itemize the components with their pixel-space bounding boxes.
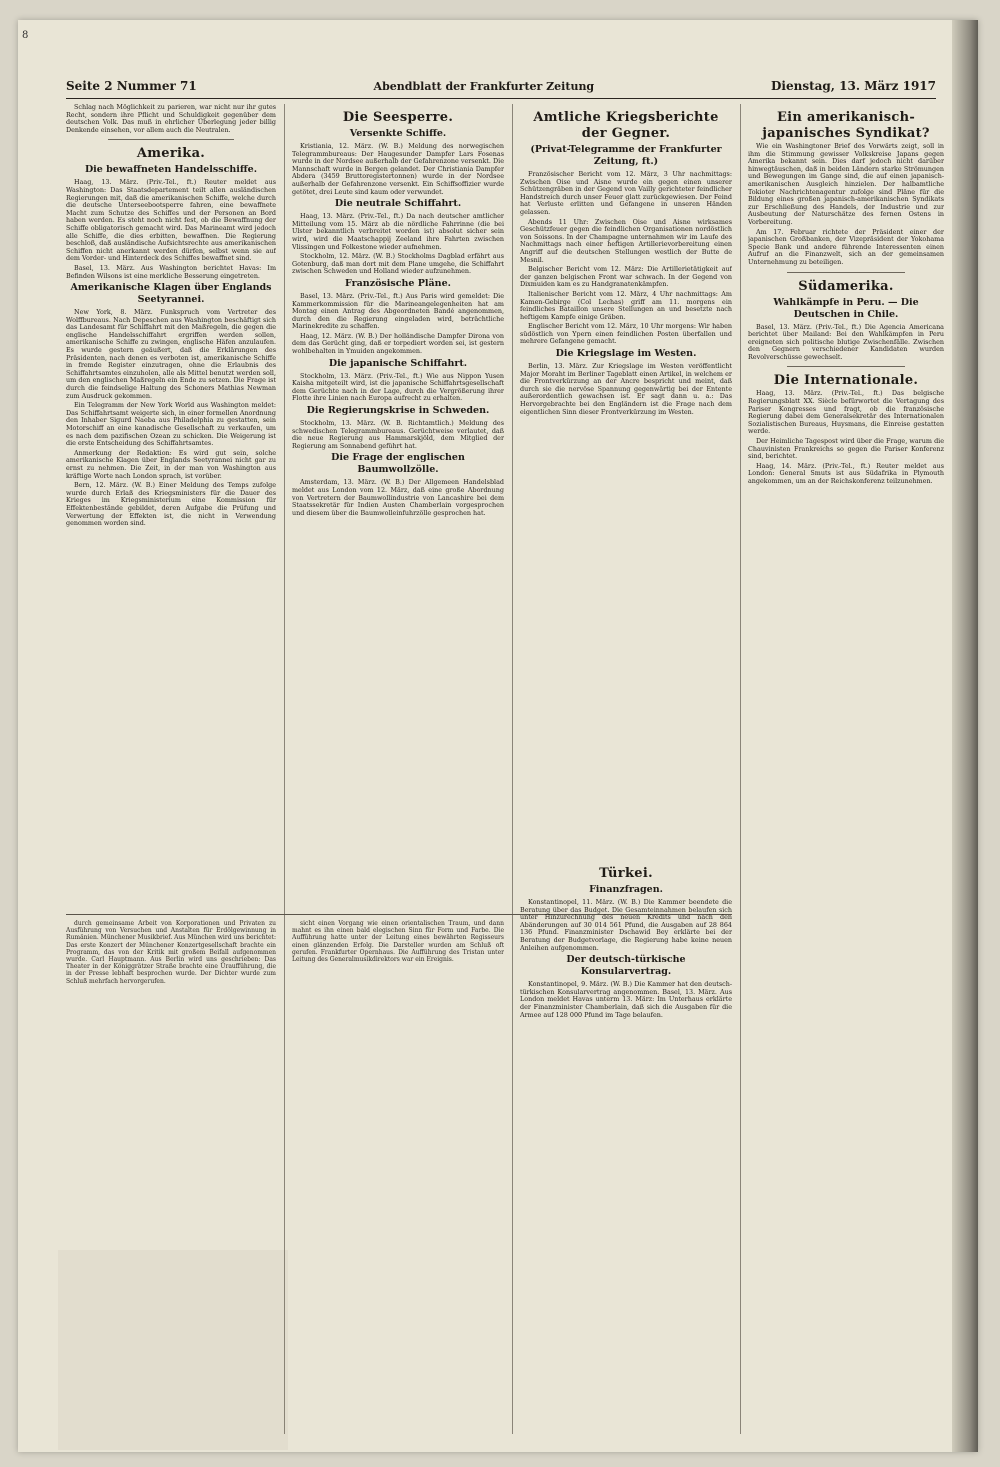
newspaper-page [18,20,978,1452]
article-paragraph: Stockholm, 13. März. (W. B. Richtamtlich.) Meldung des schwedischen Telegrammbureaus. Gerüchtweise verlautet, daß die neue Regierung aus Hammarskjöld, dem Mitglied der Regierung am Sonnabend geführt hat. [292,419,504,450]
article-heading: Die Seesperre. [342,110,454,125]
masthead-title: Abendblatt der Frankfurter Zeitung [373,79,595,93]
article-paragraph: Wie ein Washingtoner Brief des Vorwärts zeigt, soll in ihm die Stimmung gewisser Volkskreise Japans gegen Amerika bekannt sein. Dies darf jedoch nicht darüber hinwegtäuschen, daß in beiden Ländern starke Strömungen und Bewegungen im Gange sind, die auf einen japanisch-amerikanischen Ausgleich hinzielen. Der halbamtliche Tokioter Nachrichtenagentur zufolge sind Pläne für die Bildung eines großen japanisch-amerikanischen Syndikats zur Erschließung des Handels, der Industrie und zur Ausbeutung der Naturschätze des fernen Ostens in Vorbereitung. [748,142,944,226]
article-subheading: Amerikanische Klagen über Englands Seetyrannei. [70,282,272,306]
article-heading: Amtliche Kriegsberichte der Gegner. [533,110,719,141]
column-rule [740,104,741,1434]
article-subheading: Französische Pläne. [345,277,451,289]
column-4 [748,104,944,1424]
article-subheading: Versenkte Schiffe. [349,128,447,139]
article-paragraph: Basel, 13. März. (Priv.-Tel., ft.) Aus Paris wird gemeldet: Die Kammerkommission für die Marineangelegenheiten hat am Montag einen Antrag des Abgeordneten Bandé angenommen, durch den die Regierung eingeladen wird, beträchtliche Marinekredite zu schaffen. [292,291,504,331]
article-paragraph: Französischer Bericht vom 12. März, 3 Uhr nachmittags: Zwischen Oise und Aisne wurde ein gegen einen unserer Schützengräben in der Gegend von Vailly gerichteter feindlicher Handstreich durch unser Feuer glatt zurückgewiesen. Der Feind hat Verluste erlitten und Gefangene in unseren Händen gelassen. [520,170,732,216]
column-rule [284,104,285,1434]
article-paragraph: Belgischer Bericht vom 12. März: Die Artillerietätigkeit auf der ganzen belgischen Front war schwach. In der Gegend von Dixmuiden kam es zu Handgranatenkämpfen. [520,265,732,289]
feuilleton-left [66,920,276,1420]
article-subheading: Die Frage der englischen Baumwollzölle. [331,452,465,476]
masthead-rule [66,98,936,99]
article-paragraph: Basel, 13. März. Aus Washington berichtet Havas: Im Befinden Wilsons ist eine merkliche Besserung eingetreten. [66,263,276,280]
column-2 [292,104,504,854]
feuilleton-middle [292,920,504,1420]
article-paragraph: New York, 8. März. Funkspruch vom Vertreter des Wolffbureaus. Nach Depeschen aus Washington beschäftigt sich das Landesamt für Schiffahrt mit den Maßregeln, die gegen die englische Handelsschiffahrt ergriffen werden sollen, amerikanische Schiffe zu zwingen, englische Häfen anzulaufen. Es wurde gestern geäußert, daß die Erklärungen des Präsidenten, nach denen es verboten ist, amerikanische Schiffe in fremde Register einzutragen, ohne die Erlaubnis des Schiffahrtsamtes einzuholen, alle als Mittel benutzt werden soll, um den englischen Maßregeln ein Ende zu setzen. Die Frage ist durch die feindselige Haltung des Schoners Mathias Newman zum Ausdruck gekommen. [66,308,276,400]
article-paragraph: Haag, 12. März. (W. B.) Der holländische Dampfer Dirona von dem das Gerücht ging, daß er torpediert worden sei, ist gestern wohlbehalten in Ymuiden angekommen. [292,331,504,356]
page-binding-shadow [952,20,978,1452]
article-paragraph: Haag, 13. März. (Priv.-Tel., ft.) Das belgische Regierungsblatt XX. Siècle befürwortet die Vertagung des Pariser Kongresses und fragt, ob die französische Regierung dabei dem Generalsekretär des Internationalen Sozialistischen Bureaus, Huysmans, die Einreise gestatten werde. [748,389,944,436]
article-paragraph: Bern, 12. März. (W. B.) Einer Meldung des Temps zufolge wurde durch Erlaß des Kriegsministers für die Dauer des Krieges im Kriegsministerium eine Kommission für Effektenbestände gebildet, deren Aufgabe die Prüfung und Verwertung der Effekten ist, die nicht in Verwendung genommen worden sind. [66,481,276,528]
article-paragraph: Anmerkung der Redaktion: Es wird gut sein, solche amerikanische Klagen über Englands Seetyrannei nicht gar zu ernst zu nehmen. Die Zeit, in der man von Washington aus kräftige Worte nach London sprach, ist vorüber. [66,448,276,480]
article-paragraph: Italienischer Bericht vom 12. März, 4 Uhr nachmittags: Am Kamen-Gebirge (Col Lechas) griff am 11. morgens ein feindliches Bataillon unsere Stellungen an und besetzte nach heftigem Kampfe einige Gräben. [520,289,732,321]
article-paragraph: Am 17. Februar richtete der Präsident einer der japanischen Großbanken, der Vizepräsident der Yokohama Specie Bank und andere führende Interessenten einen Aufruf an die Finanzwelt, sich an der gemeinsamen Unternehmung zu beteiligen. [748,227,944,266]
article-subheading: (Privat-Telegramme der Frankfurter Zeitung, ft.) [530,144,722,167]
article-paragraph: Haag, 13. März. (Priv.-Tel., ft.) Da nach deutscher amtlicher Mitteilung vom 15. März ab die nördliche Fahrrinne (die bei Ulster bekanntlich verbreitet worden ist) absolut sicher sein wird, wird die Maatschappij Zeeland ihre Fahrten zwischen Vlissingen und Folkestone wieder aufnehmen. [292,212,504,251]
subheading-finance: Finanzfragen. [589,884,663,895]
article-paragraph: Berlin, 13. März. Zur Kriegslage im Westen veröffentlicht Major Moraht im Berliner Tageblatt einen Artikel, in welchem er die Frontverkürzung an der Ancre bespricht und meint, daß durch sie die nervöse Spannung gegenwärtig bei der Entente außerordentlich gewachsen ist. Er sagt dann u. a.: Das Hervorgebrachte bei den Engländern ist die Frage nach dem eigentlichen Sinn dieser Frontverkürzung im Westen. [520,362,732,416]
article-paragraph: Abends 11 Uhr: Zwischen Oise und Aisne wirksames Geschützfeuer gegen die feindlichen Organisationen nordöstlich von Soissons. In der Champagne unternahmen wir im Laufe des Nachmittags nach einer heftigen Artillerievorbereitung einen Angriff auf die deutschen Stellungen westlich der Butte de Mesnil. [520,217,732,264]
article-subheading: Die Regierungskrise in Schweden. [306,405,490,417]
article-divider [787,366,905,367]
article-subheading: Wahlkämpfe in Peru. — Die Deutschen in Chile. [773,296,919,320]
masthead [66,78,936,94]
consular-treaty-text: Konstantinopel, 9. März. (W. B.) Die Kammer hat den deutsch-türkischen Konsularvertrag angenommen. Basel, 13. März. Aus London meldet Havas unterm 13. März: Im Unterhaus erklärte der Finanzminister Chamberlain, daß sich die Ausgaben für die Armee auf 128 000 Pfund im Tage belaufen. [520,980,732,1019]
article-paragraph: Haag, 14. März. (Priv.-Tel., ft.) Reuter meldet aus London: General Smuts ist aus Südafrika in Plymouth angekommen, um an der Reichskonferenz teilzunehmen. [748,461,944,485]
article-paragraph: Schlag nach Möglichkeit zu parieren, war nicht nur ihr gutes Recht, sondern ihre Pflicht und Schuldigkeit gegenüber dem deutschen Volk. Das muß in ehrlicher Überlegung jeder billig Denkende einsehen, vor allem auch die Neutralen. [66,104,276,134]
article-subheading: Die Kriegslage im Westen. [555,348,697,360]
article-paragraph: Amsterdam, 13. März. (W. B.) Der Allgemeen Handelsblad meldet aus London vom 12. März, daß eine große Abordnung von Vertretern der Baumwollindustrie von Lancashire bei dem Staatssekretär für Indien Austen Chamberlain vorgesprochen und diesem über die Baumwolleinfuhrzölle gesprochen hat. [292,478,504,517]
article-paragraph: Basel, 13. März. (Priv.-Tel., ft.) Die Agencia Americana berichtet über Mailand: Bei den Wahlkämpfen in Peru ereigneten sich politische blutige Zwischenfälle. Zwischen den Gegnern verschiedener Kandidaten wurden Revolverschüsse gewechselt. [748,322,944,361]
article-paragraph: Stockholm, 12. März. (W. B.) Stockholms Dagblad erfährt aus Gotenburg, daß man dort mit dem Plane umgehe, die Schiffahrt zwischen Schweden und Holland wieder aufzunehmen. [292,252,504,276]
article-paragraph: Der Heimliche Tagespost wird über die Frage, warum die Chauvinisten Frankreichs so gegen die Pariser Konferenz sind, berichtet. [748,437,944,461]
article-paragraph: Englischer Bericht vom 12. März, 10 Uhr morgens: Wir haben südöstlich von Ypern einen feindlichen Posten überfallen und mehrere Gefangene gemacht. [520,322,732,346]
subheading-consular-treaty: Der deutsch-türkische Konsularvertrag. [566,954,686,978]
masthead-issue: Seite 2 Nummer 71 [66,79,197,93]
masthead-date: Dienstag, 13. März 1917 [771,79,936,93]
article-heading: Südamerika. [798,278,894,294]
article-subheading: Die japanische Schiffahrt. [328,357,468,369]
article-paragraph: Ein Telegramm der New York World aus Washington meldet: Das Schiffahrtsamt weigerte sich, in einer formellen Anordnung den Inhaber Sigurd Naeba aus Philadelphia zu gestatten, sein Motorschiff an eine kanadische Gesellschaft zu verkaufen, um es nach dem pazifischen Ozean zu schicken. Die Weigerung ist die erste Entscheidung des Schiffahrtsamtes. [66,401,276,448]
turkey-section [520,860,732,1420]
section-heading-turkey: Türkei. [599,866,653,881]
article-divider [787,272,905,273]
article-heading: Ein amerikanisch-japanisches Syndikat? [762,110,930,141]
article-subheading: Die neutrale Schiffahrt. [334,198,462,210]
article-divider [108,139,234,140]
article-heading: Amerika. [136,146,206,162]
column-1 [66,104,276,904]
article-subheading: Die bewaffneten Handelsschiffe. [84,164,258,176]
column-3 [520,104,732,854]
article-paragraph: Kristiania, 12. März. (W. B.) Meldung des norwegischen Telegrammbureaus: Der Haugesunder Dampfer Lars Fosenas wurde in der Nordsee außerhalb der Gefahrenzone versenkt. Die Mannschaft wurde in Bergen gelandet. Der Christiania Dampfer Abdera (3459 Bruttoregistertonnen) wurde in der Nordsee außerhalb der Gefahrenzone versenkt. Ein Schiffsoffizier wurde getötet, drei Leute sind kaum oder verwundet. [292,142,504,196]
feuilleton-left-text: durch gemeinsame Arbeit von Korporationen und Privaten zu Ausführung von Versuchen und Anstalten für Erdölgewinnung in Rumänien. Münchener Musikbrief. Aus München wird uns berichtet: Das erste Konzert der Münchener Konzertgesellschaft brachte ein Programm, das von der Kritik mit großem Beifall aufgenommen wurde. Carl Hauptmann. Aus Berlin wird uns geschrieben: Das Theater in der Königgrätzer Straße brachte eine Uraufführung, die in der Presse lebhaft besprochen wurde. Der Dichter wurde zum Schluß mehrfach hervorgerufen. [66,920,276,985]
column-rule [512,104,513,1434]
article-paragraph: Haag, 13. März. (Priv.-Tel., ft.) Reuter meldet aus Washington: Das Staatsdepartement teilt allen ausländischen Regierungen mit, daß die amerikanischen Schiffe, welche durch die deutsche Unterseebootsperre fahren, eine bewaffnete Macht zum Schutze des Schiffes und der Personen an Bord haben werden. Es steht noch nicht fest, ob die Bewaffnung der Schiffe obligatorisch gemacht wird. Das Marineamt wird jedoch alle Schiffe, die dies erbitten, bewaffnen. Die Regierung beschloß, daß ausländische Aufsichtsrechte aus amerikanischen Schiffen nicht anerkannt werden dürfen, selbst wenn sie auf dem Vorder- und Hinterdeck des Schiffes bewaffnet sind. [66,178,276,263]
article-heading: Die Internationale. [773,373,919,389]
article-paragraph: Stockholm, 13. März. (Priv.-Tel., ft.) Wie aus Nippon Yusen Kaisha mitgeteilt wird, ist die japanische Schiffahrtsgesellschaft dem Gerüchte nach in der Lage, durch die Vergrößerung ihrer Flotte ihre Linien nach Europa aufrecht zu erhalten. [292,371,504,403]
page-marker: 8 [22,30,29,41]
feuilleton-middle-text: sicht einen Vorgang wie einen orientalischen Traum, und dann mahnt es ihn einen bald elegischen Sinn für Form und Farbe. Die Aufführung hatte unter der Leitung eines bewährten Regisseurs einen glänzenden Erfolg. Die Darsteller wurden am Schluß oft gerufen. Frankfurter Opernhaus. Die Aufführung des Tristan unter Leitung des Generalmusikdirektors war ein Ereignis. [292,920,504,964]
turkey-finance-text: Konstantinopel, 11. März. (W. B.) Die Kammer beendete die Beratung über das Budget. Die Gesamteinnahmen belaufen sich unter Hinzurechnung des neuen Kredits und nach den Abänderungen auf 30 014 561 Pfund, die Ausgaben auf 28 864 136 Pfund. Finanzminister Dschawid Bey erklärte bei der Beratung der Budgetvorlage, die Regierung habe keine neuen Anleihen aufgenommen. [520,898,732,952]
